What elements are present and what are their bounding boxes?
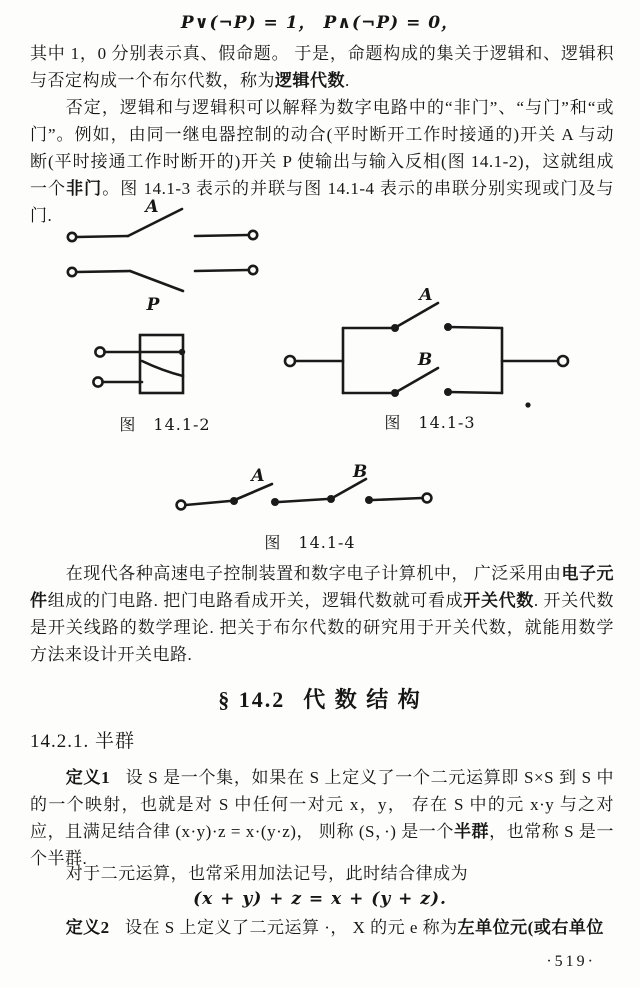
- definition-2: [30, 914, 614, 941]
- fig3-caption: 图 14.1-3: [384, 413, 476, 432]
- definition-1-label: 定义1: [65, 768, 111, 787]
- def1-term-semigroup: 半群: [453, 822, 490, 841]
- fig4-caption: 图 14.1-4: [264, 533, 356, 552]
- p3-text-2: 组成的门电路. 把门电路看成开关，逻辑代数就可看成: [47, 591, 464, 610]
- fig4-switch-b-label: B: [352, 462, 368, 482]
- display-formula-logic: P∨(¬P) = 1， P∧(¬P) = 0，: [180, 13, 460, 33]
- p1-period: .: [345, 71, 350, 90]
- p3-text-3: . 开关代数是开关线路的数学理论. 把关于布尔代数的研究用于开关代数，就能用数学方法来设计开关电路.: [30, 591, 615, 664]
- p2-text-end: 。图 14.1-3 表示的并联与图 14.1-4 表示的串联分别实现或门及与门.: [30, 179, 615, 225]
- subsection-heading: 14.2.1. 半群: [30, 731, 136, 752]
- p1-text: 其中 1，0 分别表示真、假命题。 于是，命题构成的集关于逻辑和、逻辑积与否定构成一个布尔代数，称为: [30, 44, 614, 90]
- definition-2-label: 定义2: [65, 918, 110, 937]
- figure-14-1-2: [38, 198, 290, 444]
- fig2-caption: 图 14.1-2: [119, 415, 211, 434]
- p3-text-1: 在现代各种高速电子控制装置和数字电子计算机中， 广泛采用由: [65, 564, 562, 583]
- def2-term-left-identity: 左单位元(或右单位: [457, 918, 604, 937]
- fig3-switch-b-label: B: [417, 350, 433, 370]
- def1-text-2: ，也常称 S 是一个半群.: [30, 822, 614, 868]
- fig2-switch-a-label: A: [145, 198, 159, 217]
- paragraph-switching-algebra: [30, 560, 614, 668]
- paragraph-additive-notation: 对于二元运算，也常采用加法记号，此时结合律成为: [65, 864, 469, 883]
- fig3-switch-a-label: A: [419, 288, 433, 305]
- def2-text-1: 设在 S 上定义了二元运算 ·， X 的元 e 称为: [124, 918, 458, 937]
- p2-term-not-gate: 非门: [66, 179, 103, 198]
- p1-term-logic-algebra: 逻辑代数: [275, 71, 345, 90]
- page-number: ·519·: [546, 953, 596, 970]
- section-heading: [0, 686, 640, 713]
- def1-text-1: 设 S 是一个集，如果在 S 上定义了一个二元运算即 S×S 到 S 中的一个映射，也就是对 S 中任何一对元 x，y， 存在 S 中的元 x·y 与之对应，且满足结合律 (x·y)·z = x·(y·z)， 则称 (S，·) 是一个: [30, 768, 615, 841]
- display-formula-associativity: (x + y) + z = x + (y + z).: [193, 889, 447, 909]
- p3-term-switching-algebra: 开关代数: [463, 591, 534, 610]
- paragraph-logic-algebra: [30, 40, 614, 94]
- p3-term-electronic-components: 电子元件: [30, 564, 615, 610]
- fig2-switch-p-label: P: [146, 295, 160, 315]
- section-title: 代 数 结 构: [303, 687, 422, 712]
- p2-text: 否定，逻辑和与逻辑积可以解释为数字电路中的“非门”、“与门”和“或门”。例如，由同一继电器控制的动合(平时断开工作时接通的)开关 A 与动断(平时接通工作时断开的)开关 P 使输出与输入反相(图 14.1-2)，这就组成一个: [30, 98, 614, 198]
- fig4-switch-a-label: A: [251, 466, 265, 486]
- figure-14-1-3: [278, 288, 636, 440]
- figure-14-1-4: [148, 456, 492, 558]
- section-number: § 14.2: [218, 687, 286, 712]
- definition-1: [30, 764, 614, 872]
